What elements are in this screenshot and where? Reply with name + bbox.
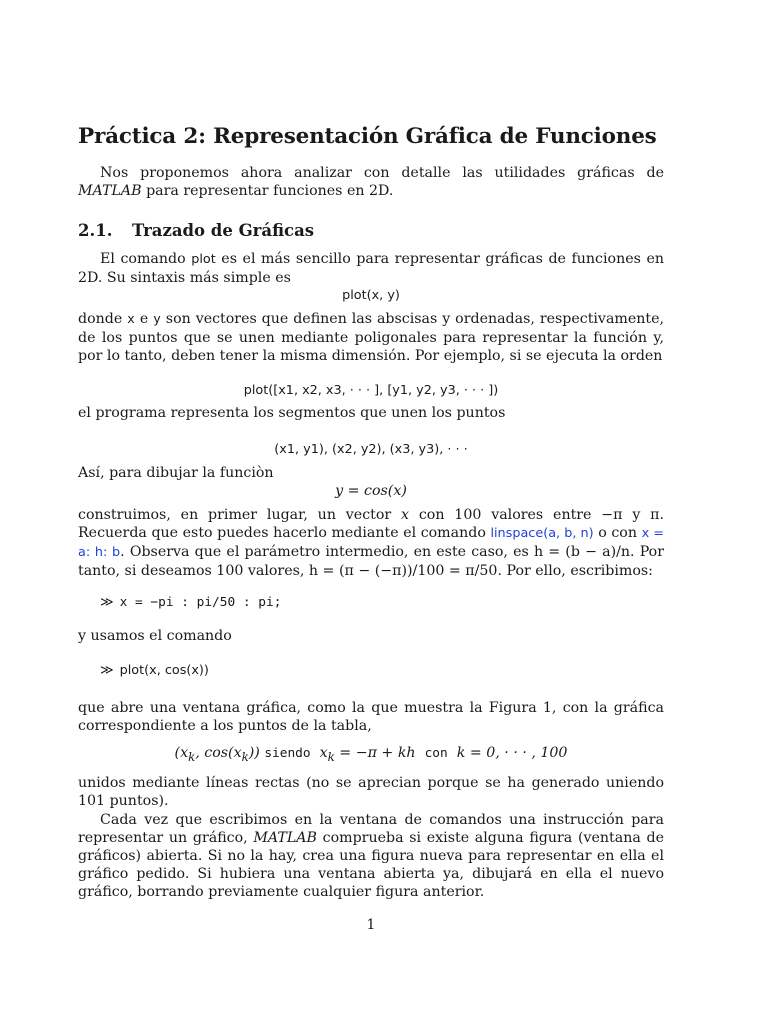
code-syntax: plot(x, y) — [342, 288, 400, 303]
points-list: (x1, y1), (x2, y2), (x3, y3), · · · — [274, 442, 468, 457]
math-sub: k — [241, 749, 249, 764]
code-siendo: siendo — [264, 746, 311, 761]
paragraph-use-command: y usamos el comando — [78, 628, 232, 644]
page-number: 1 — [366, 917, 376, 933]
text-span: . Observa que el parámetro intermedio, en este caso, es h = (b − a)/n. Por tanto, si deseamos 100 valores, h = (π − (−π))/100 = π/50. Por ello, escribimos: — [78, 544, 665, 579]
matlab-name: MATLAB — [78, 183, 142, 199]
math-part: x — [319, 745, 328, 761]
code-command-2: plot(x, cos(x)) — [119, 663, 209, 678]
function-formula: y = cos(x) — [335, 483, 407, 499]
paragraph-function: Así, para dibujar la funciòn — [78, 465, 274, 481]
section-title: Trazado de Gráficas — [132, 221, 315, 240]
prompt-symbol: ≫ — [100, 595, 114, 610]
intro-text-end: para representar funciones en 2D. — [141, 183, 394, 199]
math-part: = −π + kh — [334, 745, 416, 761]
code-y: y — [153, 312, 161, 327]
section-number: 2.1. — [78, 221, 113, 240]
text-span: El comando — [100, 251, 192, 267]
text-span: son vectores que definen las abscisas y ordenadas, respectivamente, de los puntos que se unen mediante poligonales para representar la función y, por lo tanto, deben tener la misma dimensión. Por ejemplo, si se ejecuta la orden — [78, 311, 665, 364]
prompt-symbol: ≫ — [100, 663, 114, 678]
math-x: x — [401, 507, 410, 523]
text-span: o con — [593, 525, 642, 541]
paragraph-window: que abre una ventana gráfica, como la que muestra la Figura 1, con la gráfica correspondiente a los puntos de la tabla, — [78, 700, 664, 734]
math-part: (x — [174, 745, 189, 761]
code-con: con — [424, 746, 448, 761]
code-linspace: linspace(a, b, n) — [490, 526, 594, 541]
text-span: es el más sencillo para representar gráficas de funciones en 2D. Su sintaxis más simple es — [78, 251, 664, 286]
code-x: x — [127, 312, 135, 327]
code-plot-order: plot([x1, x2, x3, · · · ], [y1, y2, y3, · · · ]) — [243, 383, 499, 398]
text-span: e — [134, 311, 154, 327]
intro-text: Nos proponemos ahora analizar con detalle las utilidades gráficas de — [100, 165, 664, 181]
text-span: construimos, en primer lugar, un vector — [78, 507, 401, 523]
paragraph-lines: unidos mediante líneas rectas (no se aprecian porque se ha generado uniendo 101 puntos). — [78, 775, 664, 809]
text-span: donde — [78, 311, 128, 327]
page-title: Práctica 2: Representación Gráfica de Funciones — [78, 124, 657, 149]
text-span: comprueba si existe alguna figura (ventana de gráficos) abierta. Si no la hay, crea una figura nueva para representar en ella el gráfico pedido. Si hubiera una ventana abierta ya, dibujará en ella el nuevo gráfico, borrando previamente cualquier figura anterior. — [78, 830, 664, 900]
paragraph-plot-intro — [78, 250, 664, 287]
points-formula — [78, 440, 664, 459]
math-part: k = 0, · · · , 100 — [456, 745, 568, 761]
matlab-name: MATLAB — [253, 830, 317, 846]
section-heading — [78, 221, 314, 240]
syntax-formula — [78, 286, 664, 305]
paragraph-vectors — [78, 310, 664, 365]
command-line-2 — [100, 662, 209, 678]
paragraph-linspace — [78, 506, 664, 580]
intro-paragraph — [78, 164, 664, 200]
text-span: Cada vez que escribimos en la ventana de comandos una instrucción para representar un gráfico, — [78, 812, 664, 846]
text-span: con 100 valores entre −π y π. Recuerda que esto puedes hacerlo mediante el comando — [78, 507, 665, 541]
math-sub: k — [188, 749, 196, 764]
math-sub: k — [327, 749, 335, 764]
code-colon-range: x = a: h: b — [78, 526, 664, 560]
paragraph-figure-window — [78, 811, 664, 901]
math-part: , cos(x — [195, 745, 242, 761]
code-command-1: x = −pi : pi/50 : pi; — [119, 595, 282, 610]
table-formula — [78, 744, 664, 766]
math-part: )) — [248, 745, 260, 761]
paragraph-segments: el programa representa los segmentos que unen los puntos — [78, 405, 506, 421]
plot-order-formula — [78, 381, 664, 400]
command-line-1 — [100, 594, 281, 610]
code-plot: plot — [191, 252, 216, 267]
